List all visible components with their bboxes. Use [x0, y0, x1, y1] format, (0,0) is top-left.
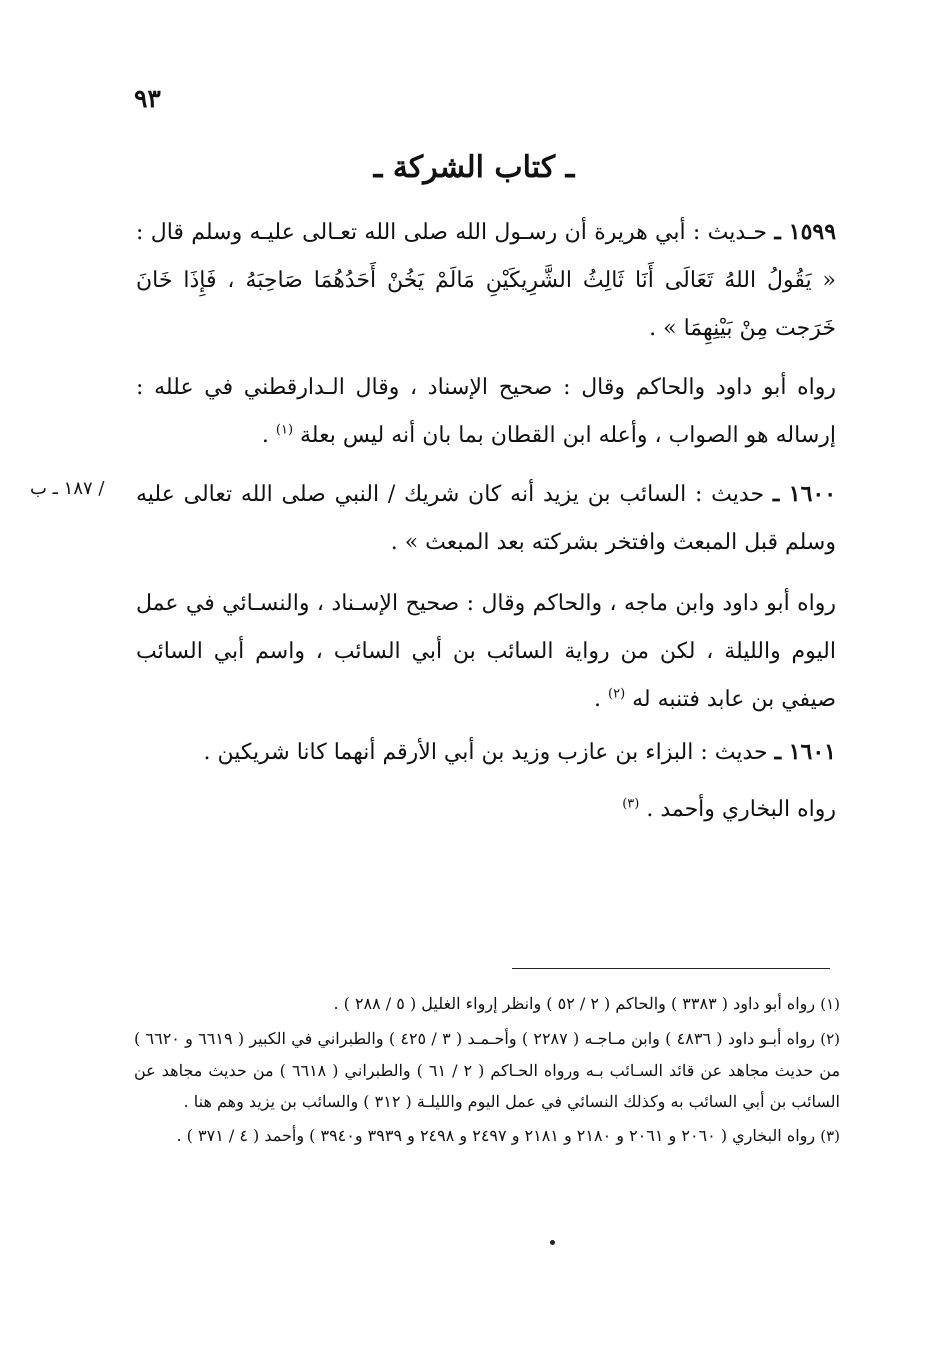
narration-text: رواه البخاري وأحمد . [646, 797, 836, 822]
footnote-2 [134, 1023, 840, 1117]
footnote-ref[interactable]: (١) [275, 422, 294, 438]
footnote-mark: (٣) [820, 1127, 840, 1145]
narration-text: رواه أبو داود وابن ماجه ، والحاكم وقال : صحيح الإسـناد ، والنسـائي في عمل اليوم والليلة ، لكن من رواية السائب بن أبي السائب ، واسم أبي السائب صيفي بن عابد فتنبه له [136, 591, 836, 712]
hadith-number: ١٦٠١ ـ [774, 739, 836, 765]
footnote-mark: (١) [820, 995, 840, 1013]
footnote-mark: (٢) [820, 1030, 840, 1048]
hadith-text: حـديث : أبي هريرة أن رسـول الله صلى الله تعـالى عليـه وسلم قال : « يَقُولُ اللهُ تَعَالَى أَنَا ثَالِثُ الشَّرِيكَيْنِ مَالَمْ يَخُنْ أَحَدُهُمَا صَاحِبَهُ ، فَإِذَا خَانَ خَرَجت مِنْ بَيْنِهِمَا » . [136, 220, 836, 341]
hadith-1599 [136, 208, 836, 353]
page-number: ٩٣ [134, 84, 161, 113]
hadith-1601 [136, 728, 836, 777]
hadith-text: حديث : البزاء بن عازب وزيد بن أبي الأرقم أنهما كانا شريكين . [203, 740, 768, 765]
footnote-separator [512, 968, 830, 969]
footnote-text: رواه أبو داود ( ٣٣٨٣ ) والحاكم ( ٢ / ٥٢ ) وانظر إرواء الغليل ( ٥ / ٢٨٨ ) . [333, 994, 816, 1013]
hadith-number: ١٥٩٩ ـ [774, 219, 837, 245]
footnotes [134, 988, 840, 1155]
footnote-text: رواه أبـو داود ( ٤٨٣٦ ) وابن مـاجـه ( ٢٢٨٧ ) وأحـمـد ( ٣ / ٤٢٥ ) والطبراني في الكبير ( ٦٦١٩ و ٦٦٢٠ ) من حديث مجاهد عن قائد السـائب بـه ورواه الحـاكم ( ٢ / ٦١ ) والطبراني ( ٦٦١٨ ) من حديث مجاهد عن السائب بن أبي السائب به وكذلك النسائي في عمل اليوم والليلـة ( ٣١٢ ) والسائب بن يزيد وهم هنا . [134, 1029, 841, 1111]
hadith-text: حديث : السائب بن يزيد أنه كان شريك / النبي صلى الله تعالى عليه وسلم قبل المبعث وافتخر بشركته بعد المبعث » . [136, 482, 836, 555]
footnote-ref[interactable]: (٣) [622, 796, 640, 812]
narration-end: . [261, 423, 269, 448]
print-speck [550, 1240, 555, 1245]
narration-1599 [136, 364, 836, 460]
footnote-1 [134, 988, 840, 1020]
narration-end: . [594, 687, 601, 712]
footnote-text: رواه البخاري ( ٢٠٦٠ و ٢٠٦١ و ٢١٨٠ و ٢١٨١ و ٢٤٩٧ و ٢٤٩٨ و ٣٩٣٩ و٣٩٤٠ ) وأحمد ( ٤ / ٣٧١ ) . [176, 1126, 816, 1145]
hadith-number: ١٦٠٠ ـ [772, 481, 837, 507]
hadith-1600 [136, 470, 836, 567]
narration-1600 [136, 580, 836, 724]
footnote-ref[interactable]: (٢) [608, 686, 626, 702]
footnote-3 [134, 1120, 840, 1152]
chapter-title: ـ كتاب الشركة ـ [373, 150, 575, 185]
narration-text: رواه أبو داود والحاكم وقال : صحيح الإسناد ، وقال الـدارقطني في علله : إرساله هو الصواب ، وأعله ابن القطان بما بان أنه ليس بعلة [136, 375, 836, 448]
narration-1601 [136, 786, 836, 834]
margin-manuscript-reference: / ١٨٧ ـ ب [30, 478, 105, 499]
